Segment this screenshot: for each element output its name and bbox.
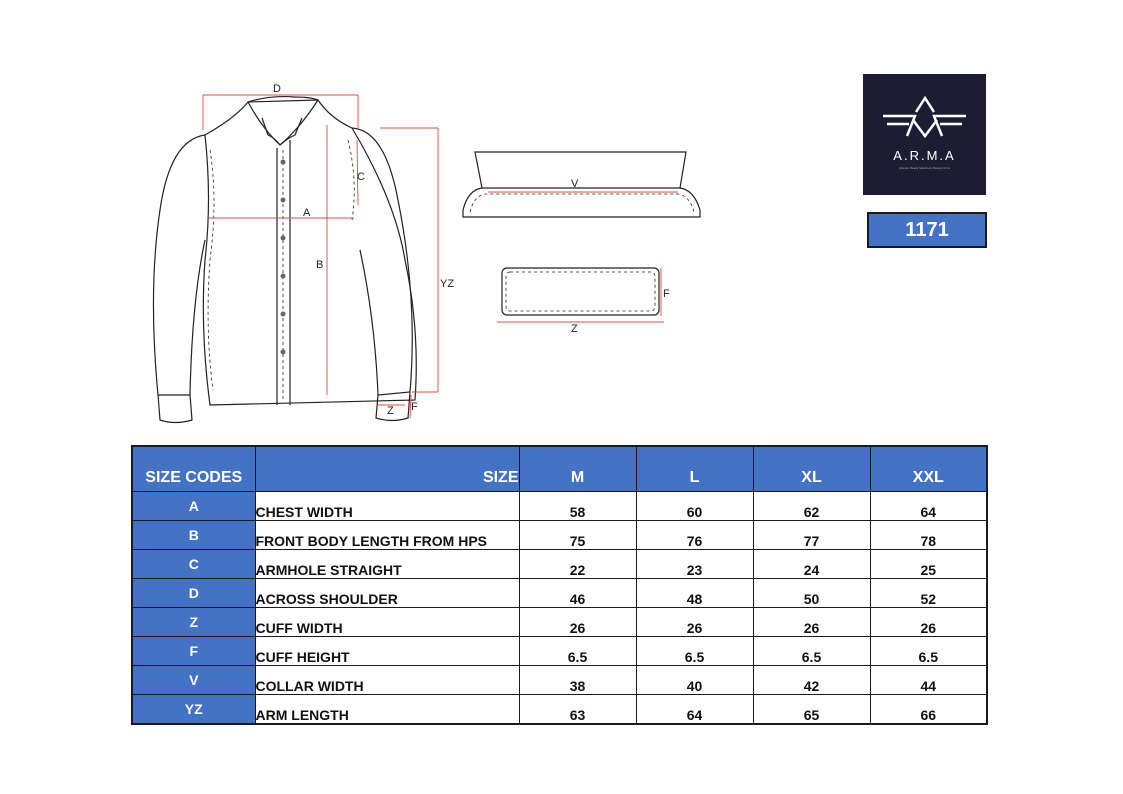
arma-logo-icon (863, 74, 986, 148)
brand-logo (863, 74, 986, 195)
row-value: 6.5 (636, 637, 753, 666)
cuff-label-f: F (663, 288, 670, 300)
row-value: 24 (753, 550, 870, 579)
row-value: 26 (519, 608, 636, 637)
row-code: V (132, 666, 255, 695)
table-row (132, 492, 987, 521)
measurement-lines (203, 95, 438, 418)
label-z: Z (387, 405, 394, 417)
row-measure-name: FRONT BODY LENGTH FROM HPS (255, 521, 519, 550)
size-chart-table (131, 445, 988, 725)
row-value: 26 (753, 608, 870, 637)
row-measure-name: ARMHOLE STRAIGHT (255, 550, 519, 579)
label-c: C (357, 171, 365, 183)
shirt-drawing (153, 97, 416, 423)
row-value: 63 (519, 695, 636, 725)
row-value: 64 (870, 492, 987, 521)
row-code: C (132, 550, 255, 579)
row-measure-name: CUFF WIDTH (255, 608, 519, 637)
row-value: 6.5 (753, 637, 870, 666)
label-b: B (316, 259, 324, 271)
product-code: 1171 (867, 212, 987, 248)
row-value: 46 (519, 579, 636, 608)
label-a: A (303, 207, 311, 219)
row-value: 26 (870, 608, 987, 637)
brand-tagline: Absolut Ready Maximum Beauty Arms (898, 166, 951, 170)
row-value: 22 (519, 550, 636, 579)
label-d: D (273, 83, 281, 95)
row-value: 50 (753, 579, 870, 608)
collar-drawing (463, 152, 700, 217)
row-value: 6.5 (870, 637, 987, 666)
row-value: 64 (636, 695, 753, 725)
row-measure-name: ACROSS SHOULDER (255, 579, 519, 608)
row-value: 66 (870, 695, 987, 725)
row-value: 76 (636, 521, 753, 550)
table-row (132, 550, 987, 579)
row-value: 42 (753, 666, 870, 695)
label-yz: YZ (440, 278, 455, 290)
table-row (132, 695, 987, 725)
header-size-codes: SIZE CODES (132, 446, 255, 492)
row-measure-name: ARM LENGTH (255, 695, 519, 725)
row-value: 60 (636, 492, 753, 521)
row-value: 75 (519, 521, 636, 550)
header-size-m: M (519, 446, 636, 492)
table-header-row (132, 446, 987, 492)
row-value: 25 (870, 550, 987, 579)
row-value: 52 (870, 579, 987, 608)
shirt-letter-labels (273, 83, 454, 417)
row-value: 62 (753, 492, 870, 521)
row-value: 40 (636, 666, 753, 695)
row-value: 65 (753, 695, 870, 725)
cuff-drawing (497, 268, 664, 322)
row-code: A (132, 492, 255, 521)
header-size-xxl: XXL (870, 446, 987, 492)
table-row (132, 666, 987, 695)
row-code: F (132, 637, 255, 666)
row-value: 6.5 (519, 637, 636, 666)
header-size: SIZE (255, 446, 519, 492)
brand-name: A.R.M.A (893, 148, 956, 163)
row-code: YZ (132, 695, 255, 725)
row-measure-name: CUFF HEIGHT (255, 637, 519, 666)
table-row (132, 579, 987, 608)
row-measure-name: CHEST WIDTH (255, 492, 519, 521)
collar-label-v: V (571, 178, 579, 190)
row-value: 26 (636, 608, 753, 637)
cuff-label-z: Z (571, 323, 578, 335)
row-value: 78 (870, 521, 987, 550)
row-value: 77 (753, 521, 870, 550)
header-size-xl: XL (753, 446, 870, 492)
label-f: F (411, 401, 418, 413)
row-code: B (132, 521, 255, 550)
row-value: 48 (636, 579, 753, 608)
row-value: 23 (636, 550, 753, 579)
row-measure-name: COLLAR WIDTH (255, 666, 519, 695)
row-code: D (132, 579, 255, 608)
table-row (132, 637, 987, 666)
row-value: 38 (519, 666, 636, 695)
table-row (132, 521, 987, 550)
header-size-l: L (636, 446, 753, 492)
row-value: 58 (519, 492, 636, 521)
table-row (132, 608, 987, 637)
row-code: Z (132, 608, 255, 637)
row-value: 44 (870, 666, 987, 695)
